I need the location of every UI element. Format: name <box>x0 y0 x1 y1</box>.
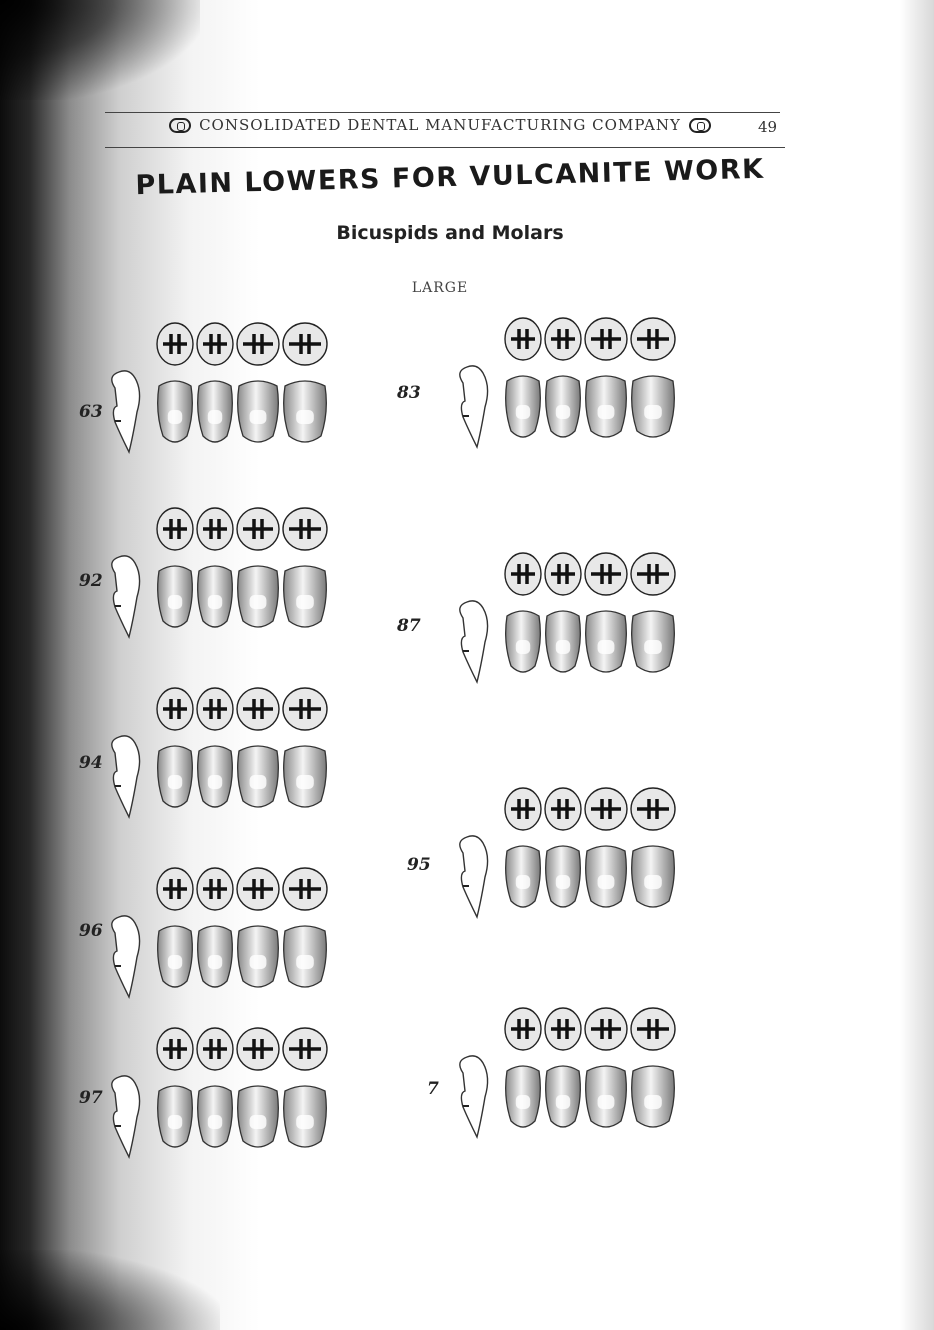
profile-tooth <box>112 1076 140 1157</box>
tooth-illustration <box>75 675 365 825</box>
set-number: 95 <box>407 855 431 875</box>
tooth <box>283 868 327 987</box>
tooth <box>157 1028 193 1147</box>
tooth-illustration <box>393 995 693 1165</box>
size-label: LARGE <box>411 280 469 296</box>
tooth <box>283 688 327 807</box>
tooth <box>545 318 581 437</box>
tooth <box>631 788 675 907</box>
profile-tooth <box>112 736 140 817</box>
tooth <box>505 788 541 907</box>
tooth <box>283 323 327 442</box>
tooth-set-87 <box>393 540 683 690</box>
set-number: 92 <box>79 571 103 591</box>
tooth <box>283 508 327 627</box>
tooth-set-7 <box>393 995 683 1145</box>
profile-tooth <box>460 601 488 682</box>
book-gutter-shadow-bottom <box>0 1250 220 1330</box>
tooth <box>545 1008 581 1127</box>
tooth <box>631 318 675 437</box>
tooth-set-63 <box>75 310 365 460</box>
set-number: 83 <box>397 383 421 403</box>
tooth <box>585 318 627 437</box>
page-number: 49 <box>758 118 778 136</box>
tooth-illustration <box>75 310 365 460</box>
tooth <box>197 688 233 807</box>
tooth <box>157 868 193 987</box>
tooth <box>545 788 581 907</box>
page-title: PLAIN LOWERS FOR VULCANITE WORK <box>135 153 765 202</box>
tooth-illustration <box>393 775 693 925</box>
tooth <box>157 508 193 627</box>
tooth-illustration <box>393 305 693 455</box>
profile-tooth <box>460 1056 488 1137</box>
tooth-set-83 <box>393 305 683 455</box>
tooth <box>157 688 193 807</box>
tooth-illustration <box>75 855 365 1005</box>
tooth <box>585 553 627 672</box>
book-gutter-shadow-top <box>0 0 200 100</box>
tooth <box>197 323 233 442</box>
tooth <box>545 553 581 672</box>
tooth <box>237 508 279 627</box>
header-rule-top <box>105 112 780 113</box>
tooth <box>585 788 627 907</box>
tooth-set-94 <box>75 675 365 825</box>
set-number: 97 <box>79 1088 103 1108</box>
cd-logo-icon <box>169 118 191 133</box>
tooth-set-92 <box>75 495 365 645</box>
tooth <box>631 1008 675 1127</box>
tooth <box>237 323 279 442</box>
tooth <box>237 688 279 807</box>
profile-tooth <box>112 916 140 997</box>
company-name: CONSOLIDATED DENTAL MANUFACTURING COMPANY <box>199 116 681 134</box>
tooth-set-97 <box>75 1015 365 1165</box>
tooth <box>197 1028 233 1147</box>
tooth <box>237 1028 279 1147</box>
profile-tooth <box>460 366 488 447</box>
tooth <box>505 1008 541 1127</box>
tooth-set-95 <box>393 775 683 925</box>
header-rule-bottom <box>105 147 785 148</box>
cd-logo-icon <box>689 118 711 133</box>
tooth-illustration <box>393 540 693 690</box>
profile-tooth <box>460 836 488 917</box>
tooth <box>197 868 233 987</box>
profile-tooth <box>112 371 140 452</box>
set-number: 94 <box>79 753 103 773</box>
set-number: 63 <box>79 402 103 422</box>
tooth-set-96 <box>75 855 365 1005</box>
tooth <box>157 323 193 442</box>
tooth-illustration <box>75 495 365 645</box>
set-number: 7 <box>427 1079 439 1099</box>
tooth <box>283 1028 327 1147</box>
tooth-illustration <box>75 1015 365 1165</box>
tooth <box>505 553 541 672</box>
tooth <box>585 1008 627 1127</box>
profile-tooth <box>112 556 140 637</box>
running-header <box>160 116 720 134</box>
page-subtitle: Bicuspids and Molars <box>336 222 564 244</box>
tooth <box>237 868 279 987</box>
tooth <box>505 318 541 437</box>
set-number: 96 <box>79 921 103 941</box>
set-number: 87 <box>397 616 421 636</box>
tooth <box>631 553 675 672</box>
tooth <box>197 508 233 627</box>
